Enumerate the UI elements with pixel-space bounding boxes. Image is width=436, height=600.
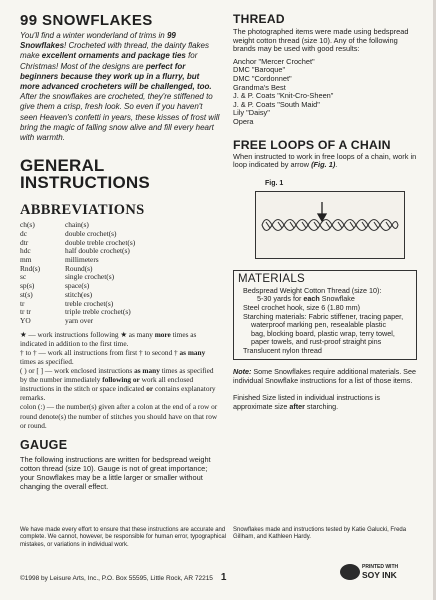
soy-badge-icon xyxy=(340,564,360,580)
symbol-note-text: work all instructions from first † to second † xyxy=(47,347,180,357)
material-item: bag, blocking board, plastic wrap, terry towel, xyxy=(251,328,395,338)
page-title: 99 SNOWFLAKES xyxy=(20,12,153,29)
abbreviation-value: treble crochet(s) xyxy=(65,298,114,308)
abbreviation-key: dtr xyxy=(20,237,29,247)
abbreviation-value: single crochet(s) xyxy=(65,272,115,282)
brand-item: DMC "Cordonnet" xyxy=(233,73,292,83)
abbreviation-row xyxy=(20,291,220,300)
free-loops-text xyxy=(233,153,421,170)
symbol-mark: ★ — xyxy=(20,329,38,339)
symbol-note-text: work instructions following ★ as many xyxy=(37,329,155,339)
abbreviation-key: YO xyxy=(20,315,31,325)
materials-box xyxy=(233,270,417,361)
material-emph: each xyxy=(303,294,320,304)
intro-segment: After the snowflakes are crocheted, they're stiffened to give them a crisp, fresh look. So even if you haven't seen Heaven's confetti in years, these kisses of frost will bring the magic of falling snow alive and fill every heart with warmth. xyxy=(20,92,220,143)
symbol-note xyxy=(20,348,220,366)
abbreviation-key: ch(s) xyxy=(20,220,35,230)
abbreviation-row xyxy=(20,282,220,291)
abbreviation-value: double crochet(s) xyxy=(65,228,117,238)
figure-1 xyxy=(233,180,421,259)
symbol-note xyxy=(20,366,220,402)
material-item: paper towels, and rust-proof straight pins xyxy=(251,337,382,347)
finished-size-paragraph xyxy=(233,394,421,411)
material-text: Snowflake xyxy=(319,294,355,304)
abbreviation-key: st(s) xyxy=(20,289,33,299)
intro-paragraph xyxy=(20,31,220,143)
brand-item: J. & P. Coats "Knit-Cro-Sheen" xyxy=(233,91,334,101)
symbol-note-text: the number(s) given after a colon at the end of a row or round denote(s) the number of stitches you should have on that row or round. xyxy=(20,402,218,430)
abbreviation-row xyxy=(20,273,220,282)
abbreviation-value: Round(s) xyxy=(65,263,93,273)
material-item: waterproof marking pen, resealable plastic xyxy=(251,320,387,330)
abbreviation-row xyxy=(20,317,220,326)
materials-list xyxy=(238,287,412,356)
abbreviations-list xyxy=(20,221,220,325)
abbreviation-value: half double crochet(s) xyxy=(65,246,130,256)
abbreviation-row xyxy=(20,247,220,256)
chain-illustration xyxy=(255,191,405,259)
intro-segment: excellent ornaments and package ties xyxy=(41,51,186,61)
brand-item: Opera xyxy=(233,116,254,126)
free-loops-heading: FREE LOOPS OF A CHAIN xyxy=(233,137,391,152)
intro-segment: You'll find a winter wonderland of trims in xyxy=(20,31,167,40)
gauge-heading: GAUGE xyxy=(20,437,68,452)
right-column xyxy=(233,0,421,418)
symbol-note-text: times as indicated in addition to the first time. xyxy=(20,329,197,348)
abbreviations-heading: ABBREVIATIONS xyxy=(20,202,145,219)
size-text-c: starching. xyxy=(304,401,339,411)
symbol-note-text: following xyxy=(102,375,132,385)
brand-list xyxy=(233,58,421,127)
abbreviation-row xyxy=(20,265,220,274)
abbreviation-value: triple treble crochet(s) xyxy=(65,307,131,317)
size-text-a: Finished Size listed in individual instructions is approximate size xyxy=(233,392,381,411)
symbol-note-text: more xyxy=(154,329,171,339)
free-loops-text-a: When instructed to work in free loops of a chain, work in loop indicated by arrow xyxy=(233,151,417,170)
material-item: Steel crochet hook, size 6 (1.80 mm) xyxy=(243,302,361,312)
abbreviation-value: millimeters xyxy=(65,255,99,265)
symbol-note-text: or xyxy=(132,375,140,385)
disclaimer: We have made every effort to ensure that these instructions are accurate and complete. We cannot, however, be responsible for human error, typographical mistakes, or variations in individual work. xyxy=(20,527,227,548)
abbreviation-key: sp(s) xyxy=(20,281,35,291)
note-text: Some Snowflakes require additional materials. See individual Snowflake instructions for a list of those items. xyxy=(233,367,416,386)
fig-reference: (Fig. 1) xyxy=(311,160,336,170)
soy-small-text: PRINTED WITH xyxy=(362,564,399,570)
free-loops-text-c: . xyxy=(335,160,338,170)
abbreviation-value: space(s) xyxy=(65,281,90,291)
intro-segment: perfect for beginners because they work up in a flurry, but more advanced crocheters will be challenged, too. xyxy=(20,61,212,92)
intro-segment: for Christmas! Most of the designs are xyxy=(20,51,198,71)
abbreviation-row xyxy=(20,221,220,230)
abbreviation-row xyxy=(20,308,220,317)
tested-by-credit: Snowflakes made and instructions tested by Katie Galucki, Freda Gillham, and Kathleen Hardy. xyxy=(233,527,407,541)
abbreviation-key: mm xyxy=(20,255,32,265)
soy-big-text: SOY INK xyxy=(362,570,397,580)
symbol-notes xyxy=(20,330,220,430)
brand-item: Lily "Daisy" xyxy=(233,108,270,118)
abbreviation-key: hdc xyxy=(20,246,31,256)
materials-heading: MATERIALS xyxy=(238,272,306,285)
abbreviation-key: tr tr xyxy=(20,307,31,317)
brand-item: J. & P. Coats "South Maid" xyxy=(233,99,320,109)
abbreviation-row xyxy=(20,256,220,265)
material-item: Starching materials: Fabric stiffener, tracing paper, xyxy=(243,311,404,321)
symbol-note-text: work enclosed instructions xyxy=(54,366,135,376)
symbol-note xyxy=(20,330,220,348)
symbol-note-text: as many xyxy=(179,347,206,357)
symbol-note xyxy=(20,402,220,429)
figure-label: Fig. 1 xyxy=(265,179,284,187)
symbol-mark: ( ) or [ ] — xyxy=(20,366,55,376)
symbol-note-text: times as specified. xyxy=(20,356,74,366)
page-number: 1 xyxy=(220,572,227,583)
symbol-note-text: contains explanatory remarks. xyxy=(20,384,216,403)
symbol-note-text: work all enclosed instructions in the stitch or space indicated xyxy=(20,375,194,394)
thread-heading: THREAD xyxy=(233,12,285,26)
abbreviation-key: dc xyxy=(20,228,27,238)
chain-drawing xyxy=(256,192,404,258)
abbreviation-key: sc xyxy=(20,272,27,282)
note-paragraph xyxy=(233,368,421,385)
intro-segment: 99 Snowflakes xyxy=(20,31,176,51)
note-label: Note: xyxy=(233,367,252,377)
abbreviation-key: Rnd(s) xyxy=(20,263,41,273)
abbreviation-value: stitch(es) xyxy=(65,289,93,299)
material-text: 5-30 yards for xyxy=(257,294,304,304)
gauge-text: The following instructions are written for bedspread weight cotton thread (size 10). Gauge is not of great importance; your Snowflakes may be a little larger or smaller without changing the overall effect. xyxy=(20,454,211,491)
brand-item: Anchor "Mercer Crochet" xyxy=(233,56,315,66)
symbol-mark: colon (:) — xyxy=(20,402,56,412)
general-instructions-heading: GENERAL INSTRUCTIONS xyxy=(20,156,150,193)
symbol-mark: † to † — xyxy=(20,347,48,357)
brand-item: DMC "Baroque" xyxy=(233,65,286,75)
abbreviation-value: yarn over xyxy=(65,315,94,325)
abbreviation-key: tr xyxy=(20,298,25,308)
abbreviation-value: double treble crochet(s) xyxy=(65,237,136,247)
symbol-note-text: or xyxy=(146,384,154,394)
copyright: ©1998 by Leisure Arts, Inc., P.O. Box 55595, Little Rock, AR 72215 xyxy=(20,575,213,582)
symbol-note-text: as many xyxy=(134,366,160,376)
size-text-b: after xyxy=(289,401,305,411)
material-item: Bedspread Weight Cotton Thread (size 10): xyxy=(243,285,382,295)
material-item: Translucent nylon thread xyxy=(243,345,322,355)
footer xyxy=(20,572,226,583)
thread-text: The photographed items were made using bedspread weight cotton thread (size 10). Any of the following brands may be used with good results: xyxy=(233,27,409,54)
symbol-note-text: times as specified by the number immediately xyxy=(20,366,214,385)
abbreviation-value: chain(s) xyxy=(65,220,89,230)
left-column xyxy=(20,0,220,491)
intro-segment: ! Crocheted with thread, the dainty flakes make xyxy=(20,41,209,61)
brand-item: Grandma's Best xyxy=(233,82,286,92)
soy-ink-logo xyxy=(340,560,416,584)
